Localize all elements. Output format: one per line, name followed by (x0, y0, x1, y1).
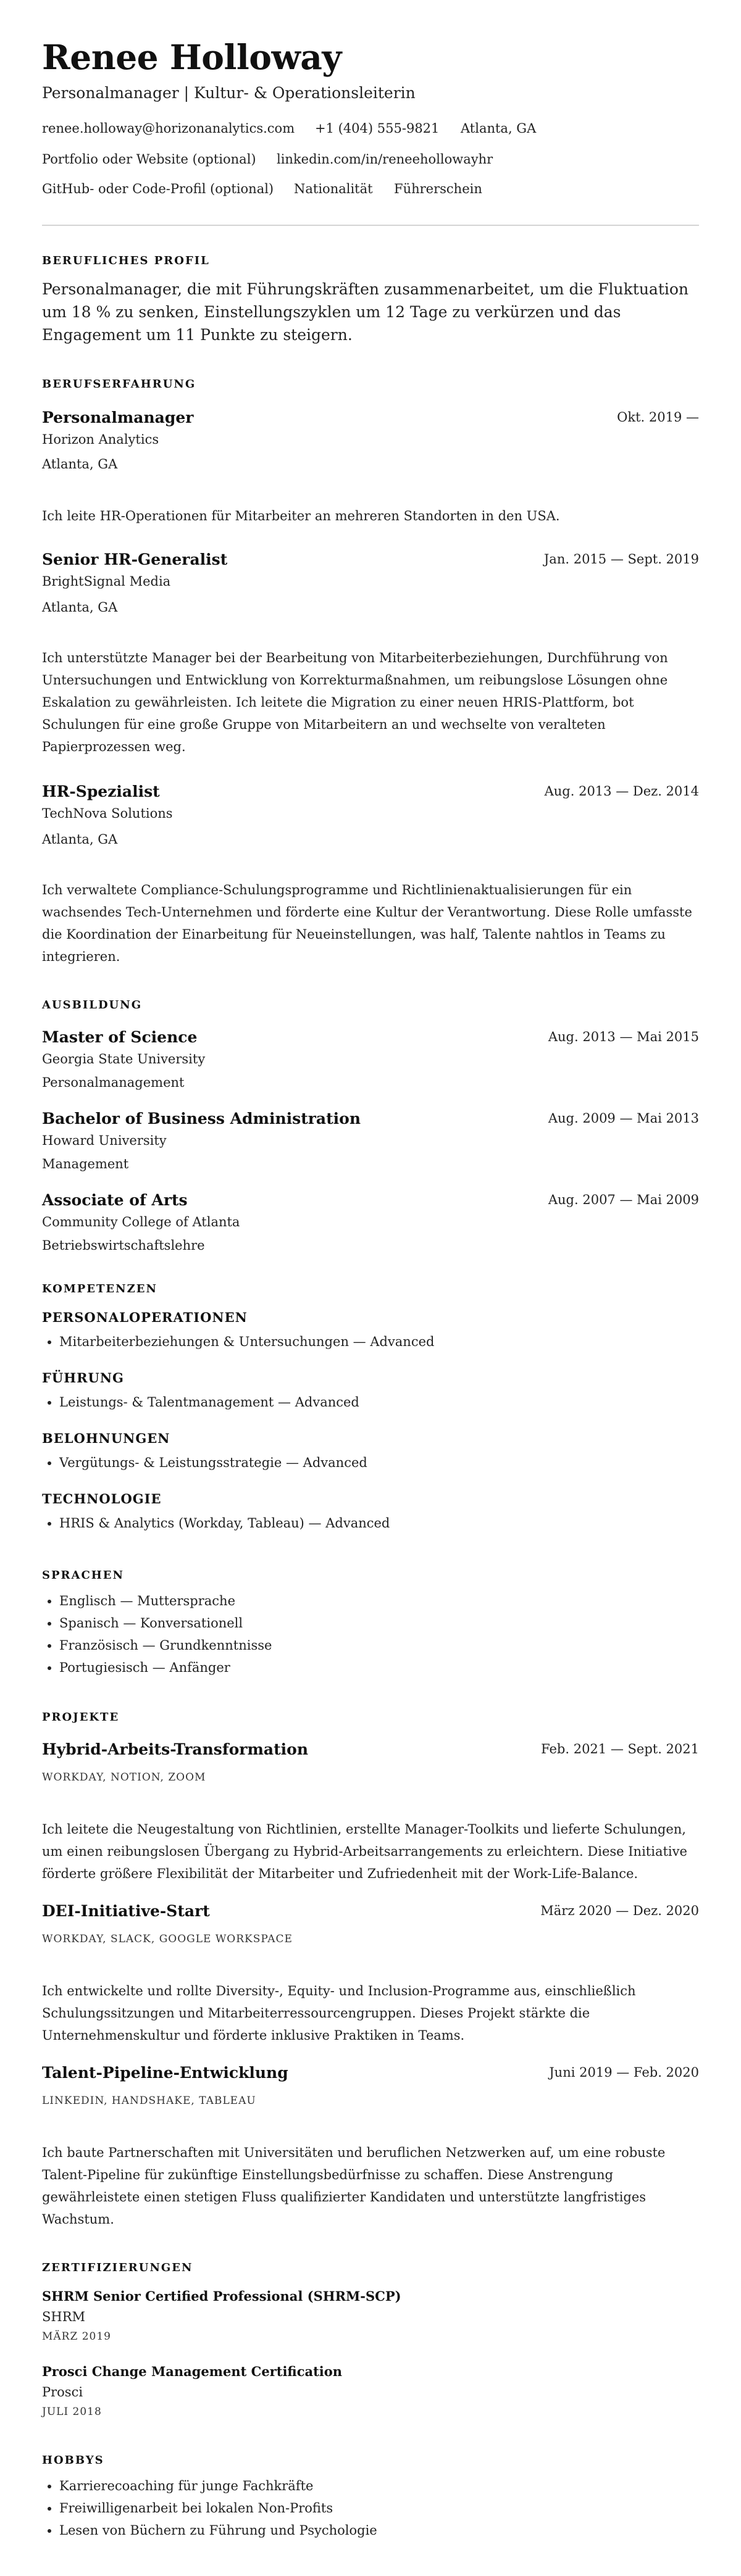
skill-category: TECHNOLOGIE (42, 1491, 162, 1506)
project-title: Talent-Pipeline-Entwicklung (42, 2064, 288, 2082)
language-item: • Englisch — Muttersprache (59, 1590, 272, 1612)
skill-list (42, 1331, 434, 1353)
hobbies-heading: HOBBYS (42, 2454, 104, 2467)
job-dates: Jan. 2015 — Sept. 2019 (543, 552, 699, 567)
hobby-item: • Karrierecoaching für junge Fachkräfte (59, 2475, 377, 2497)
project-description: Ich baute Partnerschaften mit Universitäten und beruflichen Netzwerken auf, um eine robuste Talent-Pipeline für zukünftige Einstellungsbedürfnisse zu schaffen. Diese Anstrengung gewährleistete einen stetigen Fluss qualifizierter Kandidaten und unterstützte langfristiges Wachstum. (42, 2145, 666, 2227)
skill-category: PERSONALOPERATIONEN (42, 1310, 248, 1325)
certifications-heading: ZERTIFIZIERUNGEN (42, 2261, 193, 2274)
job-location: Atlanta, GA (42, 832, 118, 847)
candidate-headline: Personalmanager | Kultur- & Operationsleiterin (42, 84, 416, 102)
project-description: Ich entwickelte und rollte Diversity-, Equity- und Inclusion-Programme aus, einschließlich Schulungssitzungen und Mitarbeiterressourcengruppen. Dieses Projekt stärkte die Unternehmenskultur und förderte inklusive Praktiken in Teams. (42, 1984, 636, 2043)
profile-heading: BERUFLICHES PROFIL (42, 254, 210, 267)
contact-nationality: Nationalität (294, 181, 373, 196)
cert-name: Prosci Change Management Certification (42, 2364, 343, 2379)
skill-list (42, 1512, 390, 1534)
cert-date: JULI 2018 (42, 2406, 102, 2418)
hobby-item: • Freiwilligenarbeit bei lokalen Non-Profits (59, 2497, 377, 2519)
contact-license: Führerschein (394, 181, 482, 196)
degree-school: Georgia State University (42, 1052, 206, 1066)
job-description: Ich unterstützte Manager bei der Bearbeitung von Mitarbeiterbeziehungen, Durchführung von Untersuchungen und Entwicklung von Korrekturmaßnahmen, um reibungslose Lösungen ohne Eskalation zu gewährleisten. Ich leitete die Migration zu einer neuen HRIS-Plattform, bot Schulungen für eine große Gruppe von Mitarbeitern an und wechselte von veralteten Papierprozessen weg. (42, 650, 668, 754)
language-list (42, 1590, 272, 1679)
skill-item: • Mitarbeiterbeziehungen & Untersuchungen — Advanced (59, 1331, 434, 1353)
skill-list (42, 1452, 367, 1474)
hobby-item: • Lesen von Büchern zu Führung und Psychologie (59, 2519, 377, 2541)
language-item: • Französisch — Grundkenntnisse (59, 1634, 272, 1656)
project-description: Ich leitete die Neugestaltung von Richtlinien, erstellte Manager-Toolkits und lieferte Schulungen, um einen reibungslosen Übergang zu Hybrid-Arbeitsarrangements zu erleichtern. Diese Initiative förderte größere Flexibilität der Mitarbeiter und Zufriedenheit mit der Work-Life-Balance. (42, 1822, 687, 1881)
profile-summary: Personalmanager, die mit Führungskräften zusammenarbeitet, um die Fluktuation um 18 % zu senken, Einstellungszyklen um 12 Tage zu verkürzen und das Engagement um 11 Punkte zu steigern. (42, 280, 689, 344)
project-dates: Feb. 2021 — Sept. 2021 (541, 1742, 699, 1756)
skill-item: • HRIS & Analytics (Workday, Tableau) — Advanced (59, 1512, 390, 1534)
job-description: Ich verwaltete Compliance-Schulungsprogramme und Richtlinienaktualisierungen für ein wachsendes Tech-Unternehmen und förderte eine Kultur der Verantwortung. Diese Rolle umfasste die Koordination der Einarbeitung für Neueinstellungen, was half, Talente nahtlos in Teams zu integrieren. (42, 883, 692, 964)
projects-heading: PROJEKTE (42, 1711, 120, 1724)
candidate-name: Renee Holloway (42, 37, 341, 77)
project-tools: WORKDAY, NOTION, ZOOM (42, 1771, 206, 1784)
contact-github[interactable]: GitHub- oder Code-Profil (optional) (42, 181, 274, 196)
job-company: BrightSignal Media (42, 574, 171, 589)
degree-field: Personalmanagement (42, 1075, 185, 1090)
job-title: Senior HR-Generalist (42, 551, 228, 568)
hobby-list (42, 2475, 377, 2541)
language-item: • Portugiesisch — Anfänger (59, 1656, 272, 1679)
degree-dates: Aug. 2013 — Mai 2015 (548, 1029, 699, 1044)
degree-title: Associate of Arts (42, 1191, 188, 1209)
contact-portfolio[interactable]: Portfolio oder Website (optional) (42, 152, 256, 167)
contact-email[interactable]: renee.holloway@horizonanalytics.com (42, 121, 295, 136)
degree-field: Betriebswirtschaftslehre (42, 1238, 205, 1253)
experience-heading: BERUFSERFAHRUNG (42, 378, 196, 391)
degree-school: Howard University (42, 1133, 167, 1148)
skill-category: BELOHNUNGEN (42, 1431, 170, 1446)
job-title: HR-Spezialist (42, 783, 160, 800)
project-title: DEI-Initiative-Start (42, 1902, 210, 1920)
job-location: Atlanta, GA (42, 600, 118, 615)
education-heading: AUSBILDUNG (42, 999, 143, 1012)
job-location: Atlanta, GA (42, 457, 118, 472)
cert-issuer: Prosci (42, 2385, 83, 2399)
cert-date: MÄRZ 2019 (42, 2330, 111, 2343)
header-divider (42, 225, 699, 226)
languages-heading: SPRACHEN (42, 1569, 124, 1582)
degree-field: Management (42, 1157, 129, 1171)
job-company: TechNova Solutions (42, 806, 173, 821)
degree-dates: Aug. 2007 — Mai 2009 (548, 1192, 699, 1207)
degree-title: Bachelor of Business Administration (42, 1110, 361, 1128)
project-dates: März 2020 — Dez. 2020 (540, 1903, 699, 1918)
job-dates: Okt. 2019 — (617, 410, 699, 425)
skill-category: FÜHRUNG (42, 1370, 124, 1386)
skill-list (42, 1391, 359, 1413)
job-title: Personalmanager (42, 409, 194, 426)
project-tools: WORKDAY, SLACK, GOOGLE WORKSPACE (42, 1933, 293, 1945)
contact-linkedin[interactable]: linkedin.com/in/reneehollowayhr (277, 152, 493, 167)
project-title: Hybrid-Arbeits-Transformation (42, 1740, 309, 1758)
contact-location: Atlanta, GA (461, 121, 537, 136)
job-company: Horizon Analytics (42, 432, 159, 447)
contact-phone[interactable]: +1 (404) 555-9821 (315, 121, 440, 136)
job-dates: Aug. 2013 — Dez. 2014 (544, 784, 699, 799)
degree-school: Community College of Atlanta (42, 1215, 240, 1229)
skill-item: • Vergütungs- & Leistungsstrategie — Advanced (59, 1452, 367, 1474)
project-dates: Juni 2019 — Feb. 2020 (549, 2065, 699, 2080)
degree-title: Master of Science (42, 1028, 198, 1046)
degree-dates: Aug. 2009 — Mai 2013 (548, 1111, 699, 1126)
cert-name: SHRM Senior Certified Professional (SHRM-SCP) (42, 2288, 401, 2304)
skill-item: • Leistungs- & Talentmanagement — Advanced (59, 1391, 359, 1413)
cert-issuer: SHRM (42, 2309, 86, 2324)
language-item: • Spanisch — Konversationell (59, 1612, 272, 1634)
job-description: Ich leite HR-Operationen für Mitarbeiter an mehreren Standorten in den USA. (42, 509, 560, 523)
project-tools: LINKEDIN, HANDSHAKE, TABLEAU (42, 2095, 256, 2107)
skills-heading: KOMPETENZEN (42, 1282, 157, 1295)
